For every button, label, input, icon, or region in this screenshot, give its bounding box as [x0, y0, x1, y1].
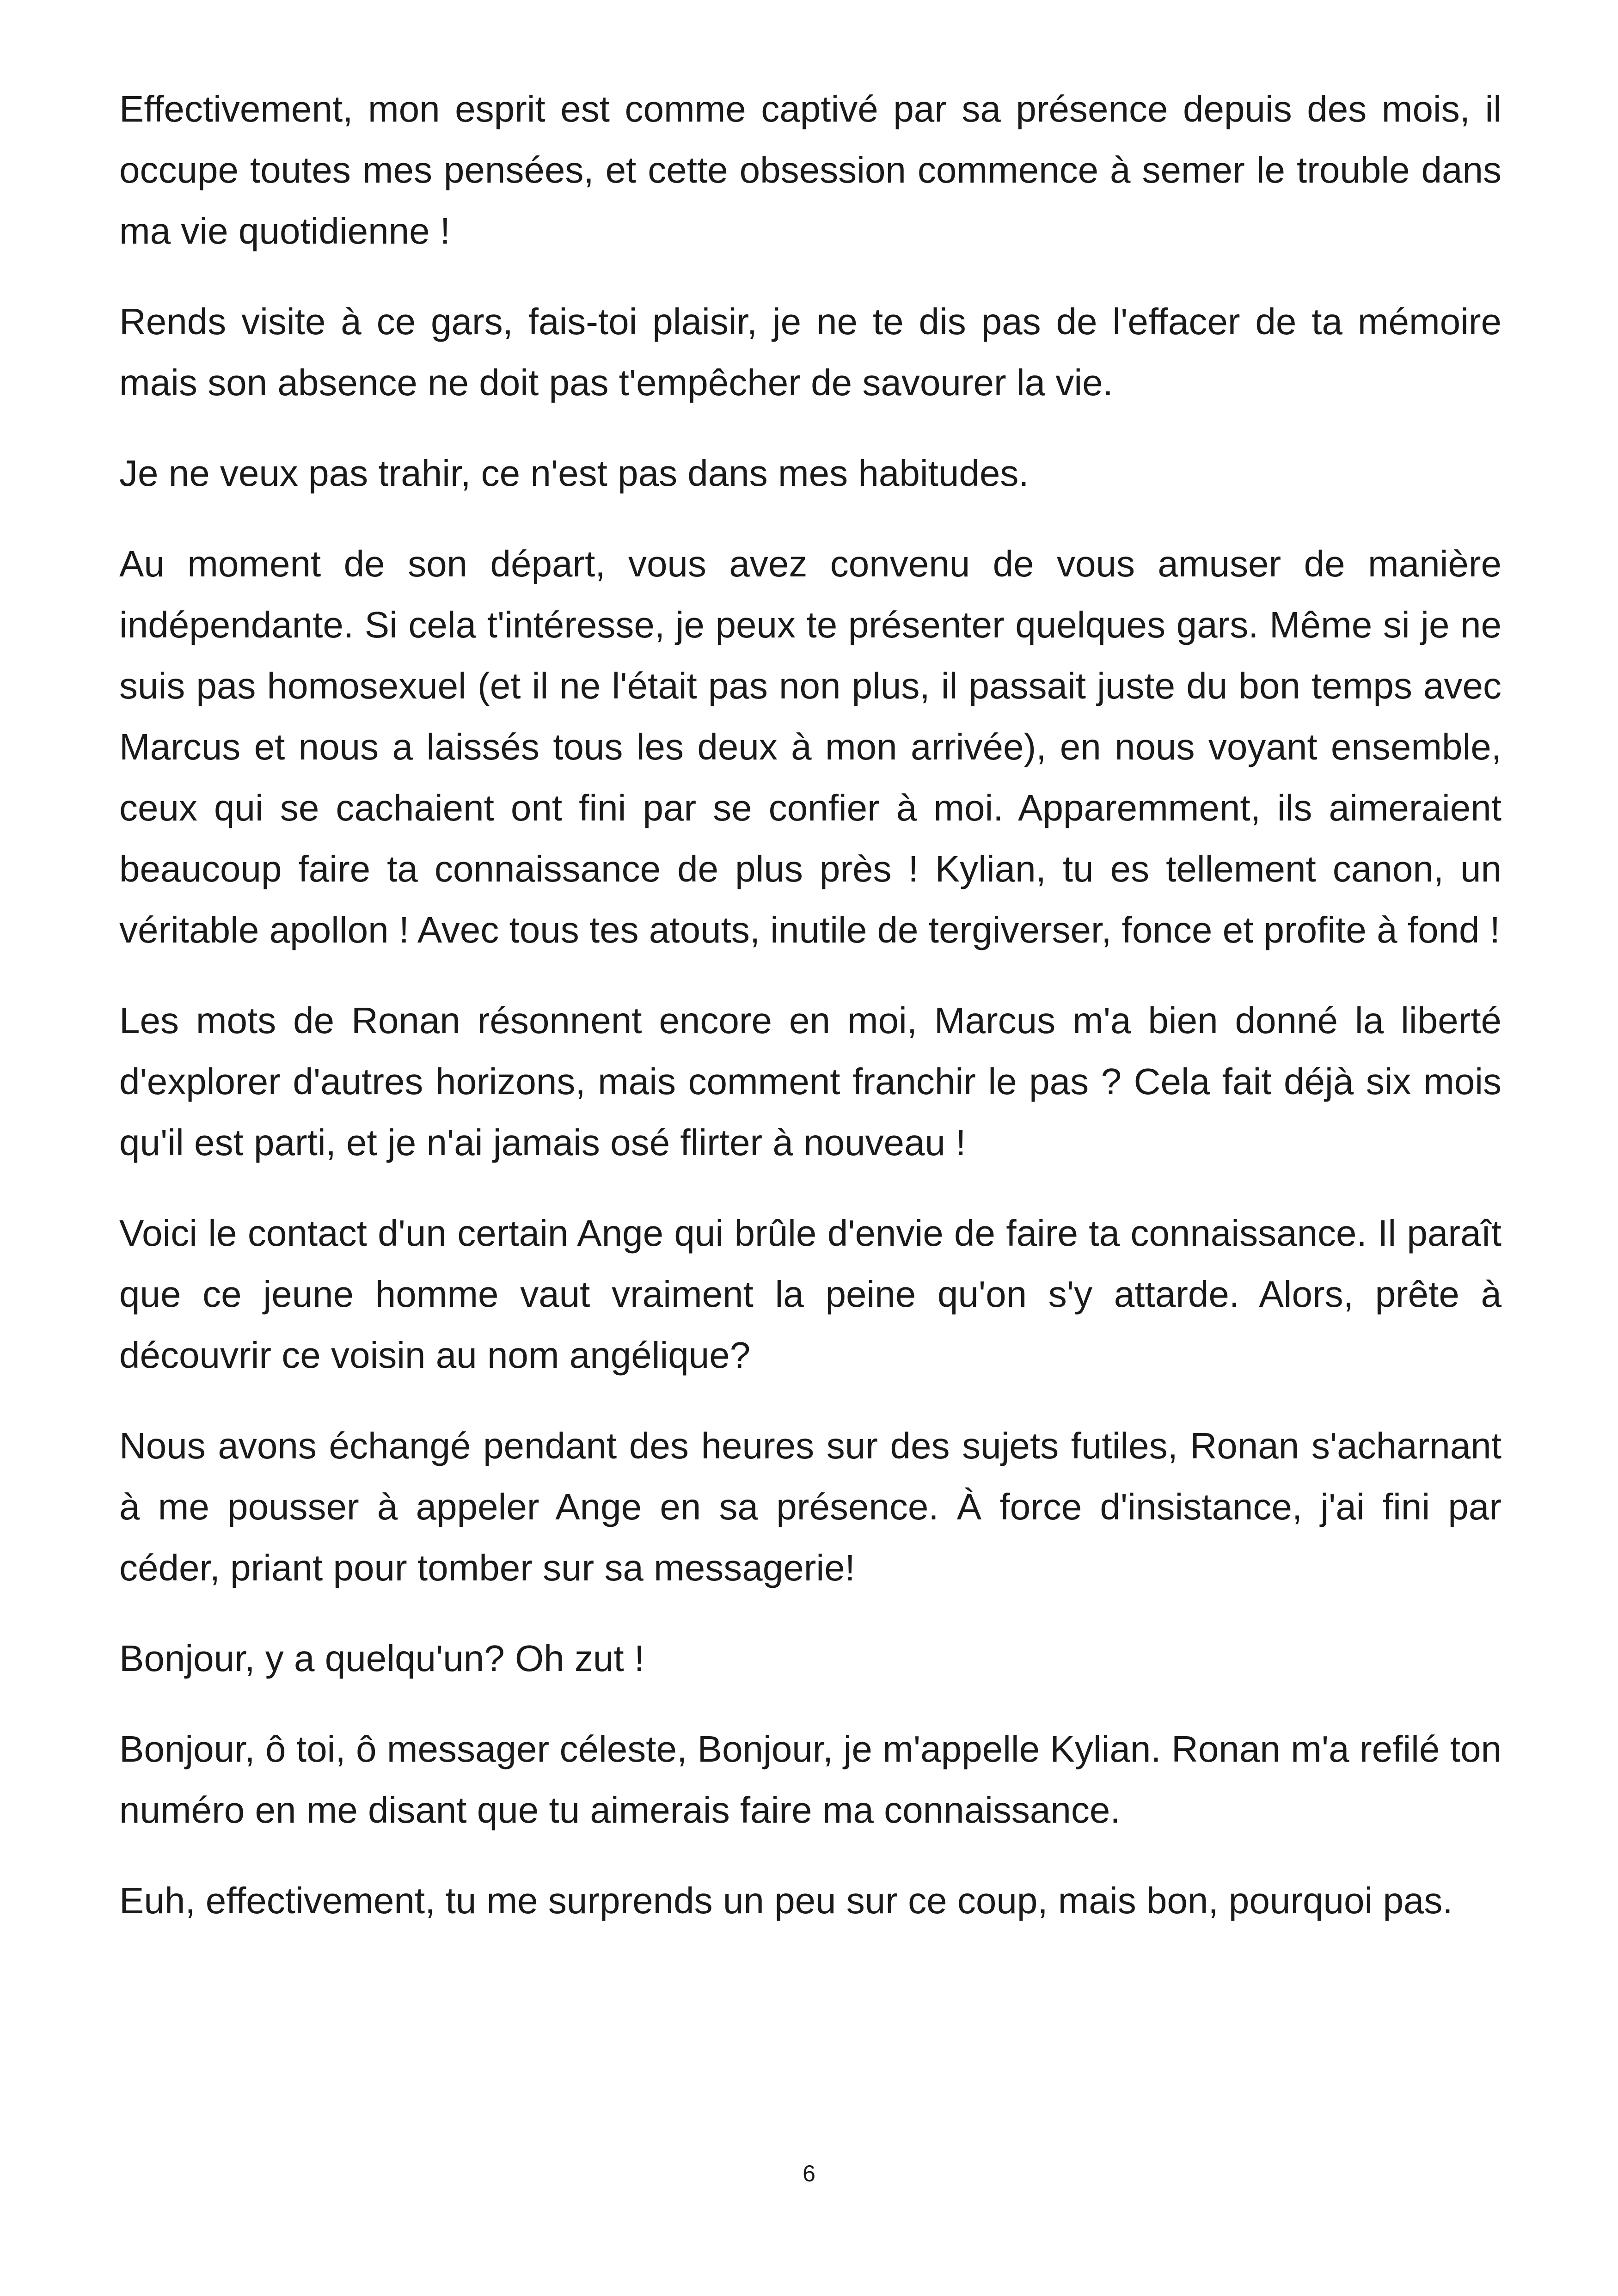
paragraph: Effectivement, mon esprit est comme captivé par sa présence depuis des mois, il occupe toutes mes pensées, et cette obsession commence à semer le trouble dans ma vie quotidienne ! [119, 88, 1502, 251]
paragraph: Voici le contact d'un certain Ange qui brûle d'envie de faire ta connaissance. Il paraît que ce jeune homme vaut vraiment la peine qu'on s'y attarde. Alors, prête à découvrir ce voisin au nom angélique? [119, 1212, 1502, 1376]
text-body [119, 79, 1502, 1961]
paragraph: Euh, effectivement, tu me surprends un peu sur ce coup, mais bon, pourquoi pas. [119, 1880, 1453, 1921]
paragraph: Je ne veux pas trahir, ce n'est pas dans mes habitudes. [119, 453, 1029, 494]
paragraph: Nous avons échangé pendant des heures sur des sujets futiles, Ronan s'acharnant à me pousser à appeler Ange en sa présence. À force d'insistance, j'ai fini par céder, priant pour tomber sur sa messagerie! [119, 1425, 1502, 1588]
page-number: 6 [803, 2161, 815, 2186]
paragraph: Les mots de Ronan résonnent encore en moi, Marcus m'a bien donné la liberté d'explorer d'autres horizons, mais comment franchir le pas ? Cela fait déjà six mois qu'il est parti, et je n'ai jamais osé flirter à nouveau ! [119, 1000, 1502, 1163]
paragraph: Au moment de son départ, vous avez convenu de vous amuser de manière indépendante. Si cela t'intéresse, je peux te présenter quelques gars. Même si je ne suis pas homosexuel (et il ne l'était pas non plus, il passait juste du bon temps avec Marcus et nous a laissés tous les deux à mon arrivée), en nous voyant ensemble, ceux qui se cachaient ont fini par se confier à moi. Apparemment, ils aimeraient beaucoup faire ta connaissance de plus près ! Kylian, tu es tellement canon, un véritable apollon ! Avec tous tes atouts, inutile de tergiverser, fonce et profite à fond ! [119, 543, 1502, 950]
paragraph: Bonjour, ô toi, ô messager céleste, Bonjour, je m'appelle Kylian. Ronan m'a refilé ton numéro en me disant que tu aimerais faire ma connaissance. [119, 1728, 1502, 1831]
paragraph: Bonjour, y a quelqu'un? Oh zut ! [119, 1638, 645, 1679]
paragraph: Rends visite à ce gars, fais-toi plaisir, je ne te dis pas de l'effacer de ta mémoire mais son absence ne doit pas t'empêcher de savourer la vie. [119, 301, 1502, 403]
